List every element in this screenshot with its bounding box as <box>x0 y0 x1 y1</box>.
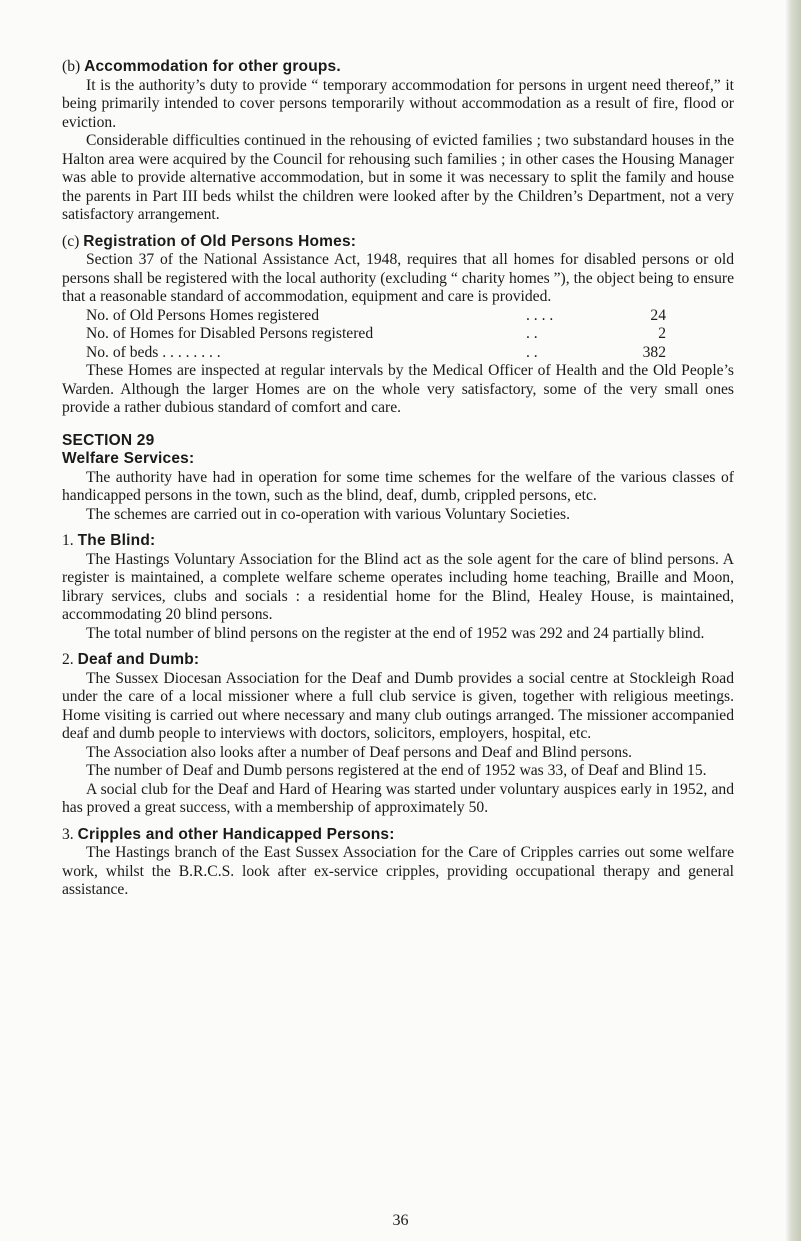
subsection-deaf <box>62 651 734 818</box>
subsection-cripples <box>62 826 734 900</box>
section-29 <box>62 432 734 525</box>
subsection-blind-heading <box>62 532 734 551</box>
page-number: 36 <box>392 1212 409 1229</box>
section-29-heading: SECTION 29 <box>62 431 155 449</box>
stat-leader: . . . . <box>526 306 554 324</box>
section-c-label: (c) <box>62 232 80 250</box>
section-b-heading <box>62 58 734 77</box>
subsection-title: The Blind: <box>77 532 156 549</box>
subsection-cripples-heading <box>62 826 734 845</box>
stat-value: 382 <box>642 343 666 361</box>
subsection-title: Deaf and Dumb: <box>77 651 200 668</box>
stat-value: 2 <box>658 325 666 342</box>
subsection-title: Cripples and other Handicapped Persons: <box>77 825 395 843</box>
paragraph: These Homes are inspected at regular intervals by the Medical Officer of Health and the Old People’s Warden. Although the larger Homes are on the whole very satisfactory, some of the very small ones provide a rather dubious standard of comfort and care. <box>62 362 734 416</box>
table-row <box>86 344 666 363</box>
paragraph: The number of Deaf and Dumb persons registered at the end of 1952 was 33, of Deaf and Blind 15. <box>86 762 707 779</box>
paragraph: Section 37 of the National Assistance Act, 1948, requires that all homes for disabled persons or old persons shall be registered with the local authority (excluding “ charity homes ”), the object being to ensure that a reasonable standard of accommodation, equipment and care is provided. <box>62 251 734 305</box>
subsection-blind <box>62 532 734 643</box>
stat-label: No. of Homes for Disabled Persons registered <box>86 325 374 342</box>
section-b-label: (b) <box>62 58 81 75</box>
section-c-title: Registration of Old Persons Homes: <box>83 232 357 250</box>
paragraph: It is the authority’s duty to provide “ temporary accommodation for persons in urgent need thereof,” it being primarily intended to cover persons temporarily without accommodation as a result of fire, flood or eviction. <box>62 76 734 131</box>
section-b-title: Accommodation for other groups. <box>84 58 341 75</box>
page-edge-shadow <box>785 0 801 1241</box>
section-c <box>62 233 734 418</box>
stat-label: No. of Old Persons Homes registered <box>86 306 320 324</box>
paragraph: A social club for the Deaf and Hard of Hearing was started under voluntary auspices early in 1952, and has proved a great success, with a membership of approximately 50. <box>62 780 734 816</box>
stat-value: 24 <box>650 306 666 324</box>
stat-leader: . . <box>526 325 538 342</box>
paragraph: The total number of blind persons on the register at the end of 1952 was 292 and 24 partially blind. <box>86 624 705 642</box>
registration-stats-table <box>86 307 666 363</box>
paragraph: Considerable difficulties continued in the rehousing of evicted families ; two substandard houses in the Halton area were acquired by the Council for rehousing such families ; in other cases the Housing Manager was able to provide alternative accommodation, but in some it was necessary to split the family and house the parents in Part III beds whilst the children were looked after by the Children’s Department, not a very satisfactory arrangement. <box>62 132 734 223</box>
subsection-label: 3. <box>62 825 74 843</box>
table-row <box>86 325 666 344</box>
document-body <box>62 58 734 900</box>
subsection-label: 2. <box>62 651 74 668</box>
section-b <box>62 58 734 225</box>
table-row <box>86 307 666 326</box>
paragraph: The authority have had in operation for some time schemes for the welfare of the various classes of handicapped persons in the town, such as the blind, deaf, dumb, crippled persons, etc. <box>62 468 734 504</box>
section-29-title: Welfare Services: <box>62 450 195 467</box>
section-c-heading <box>62 233 734 252</box>
stat-leader: . . <box>526 343 538 361</box>
paragraph: The Hastings Voluntary Association for the Blind act as the sole agent for the care of blind persons. A register is maintained, a complete welfare scheme operates including home teaching, Braille and Moon, library services, clubs and socials : a residential home for the Blind, Healey House, is maintained, accommodating 20 blind persons. <box>62 550 734 623</box>
stat-label: No. of beds . . . . . . . . <box>86 343 221 361</box>
subsection-deaf-heading <box>62 651 734 670</box>
subsection-label: 1. <box>62 532 74 549</box>
paragraph: The Association also looks after a number of Deaf persons and Deaf and Blind persons. <box>86 743 633 761</box>
paragraph: The Hastings branch of the East Sussex Association for the Care of Cripples carries out some welfare work, whilst the B.R.C.S. look after ex-service cripples, providing occupational therapy and general assistance. <box>62 844 734 898</box>
paragraph: The Sussex Diocesan Association for the Deaf and Dumb provides a social centre at Stockleigh Road under the care of a local missioner where a full club service is given, together with religious meetings. Home visiting is carried out where necessary and many club outings arranged. The missioner accompanied deaf and dumb people to interviews with doctors, solicitors, employers, hospital, etc. <box>62 669 734 742</box>
paragraph: The schemes are carried out in co-operation with various Voluntary Societies. <box>86 505 570 523</box>
